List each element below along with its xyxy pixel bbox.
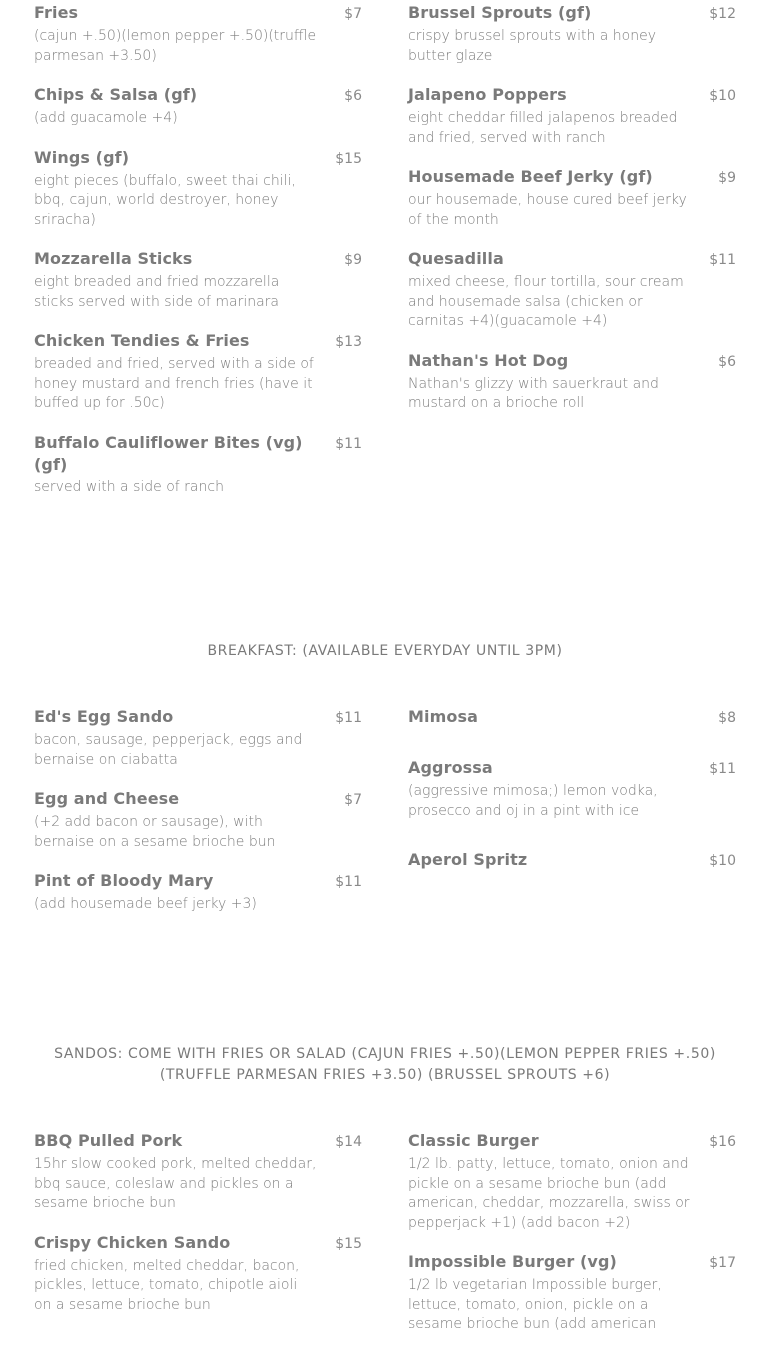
item-price: $14 bbox=[335, 1134, 362, 1150]
item-name: Pint of Bloody Mary bbox=[34, 871, 214, 890]
item-description: (add housemade beef jerky +3) bbox=[34, 896, 257, 912]
item-price: $15 bbox=[335, 150, 362, 167]
item-price: $16 bbox=[709, 1134, 736, 1150]
item-description: served with a side of ranch bbox=[34, 478, 224, 495]
item-price: $6 bbox=[344, 88, 362, 104]
sandos-section-title bbox=[34, 1044, 736, 1086]
item-price: $15 bbox=[335, 1235, 362, 1252]
sandos-title-line-2: (TRUFFLE PARMESAN FRIES +3.50) (BRUSSEL SPROUTS +6) bbox=[159, 1067, 611, 1083]
item-price: $9 bbox=[718, 170, 736, 186]
item-name: Jalapeno Poppers bbox=[408, 85, 567, 104]
menu-item bbox=[408, 2, 736, 66]
item-price: $11 bbox=[335, 874, 362, 890]
item-description: our housemade, house cured beef jerky of the month bbox=[408, 192, 687, 228]
menu-item bbox=[34, 870, 362, 915]
menu-item bbox=[34, 84, 362, 129]
item-description: (cajun +.50)(lemon pepper +.50)(truffle parmesan +3.50) bbox=[34, 28, 317, 64]
item-name: Fries bbox=[34, 3, 79, 22]
item-description: bacon, sausage, pepperjack, eggs and bernaise on ciabatta bbox=[34, 732, 303, 768]
menu-item bbox=[408, 166, 736, 230]
breakfast-right-column bbox=[408, 706, 736, 890]
item-description: eight breaded and fried mozzarella sticks served with side of marinara bbox=[34, 274, 280, 310]
item-price: $7 bbox=[344, 6, 362, 22]
item-name: Chicken Tendies & Fries bbox=[34, 331, 250, 350]
breakfast-section-title: BREAKFAST: (AVAILABLE EVERYDAY UNTIL 3PM) bbox=[207, 643, 563, 659]
item-name: Mimosa bbox=[408, 707, 478, 726]
item-description: eight cheddar filled jalapenos breaded and fried, served with ranch bbox=[408, 110, 678, 146]
item-name: Aperol Spritz bbox=[408, 850, 528, 869]
menu-item bbox=[408, 248, 736, 332]
menu-item bbox=[34, 788, 362, 852]
item-price: $10 bbox=[709, 853, 736, 869]
menu-item bbox=[408, 757, 736, 821]
menu-item bbox=[408, 1251, 736, 1335]
item-name: Nathan's Hot Dog bbox=[408, 350, 569, 370]
item-description: fried chicken, melted cheddar, bacon, pickles, lettuce, tomato, chipotle aioli on a sesame brioche bun bbox=[34, 1257, 300, 1313]
item-price: $11 bbox=[335, 710, 362, 726]
menu-item bbox=[34, 1130, 362, 1214]
item-description: Nathan's glizzy with sauerkraut and mustard on a brioche roll bbox=[408, 375, 659, 411]
item-price: $17 bbox=[709, 1255, 736, 1271]
menu-item bbox=[34, 706, 362, 770]
item-description: crispy brussel sprouts with a honey butter glaze bbox=[408, 28, 657, 64]
item-price: $9 bbox=[344, 252, 362, 268]
menu-item bbox=[34, 330, 362, 414]
item-price: $6 bbox=[718, 353, 736, 370]
menu-item bbox=[34, 1232, 362, 1316]
sandos-left-column bbox=[34, 1130, 362, 1333]
menu-item bbox=[34, 432, 362, 498]
item-name: Chips & Salsa (gf) bbox=[34, 85, 198, 104]
item-name: BBQ Pulled Pork bbox=[34, 1131, 183, 1150]
item-price: $11 bbox=[709, 252, 736, 268]
appetizers-left-column bbox=[34, 2, 362, 515]
menu-item bbox=[408, 849, 736, 872]
item-name: Buffalo Cauliflower Bites (vg)(gf) bbox=[34, 432, 303, 474]
breakfast-left-column bbox=[34, 706, 362, 933]
item-description: 15hr slow cooked pork, melted cheddar, bbq sauce, coleslaw and pickles on a sesame brioche bun bbox=[34, 1156, 317, 1211]
menu-item bbox=[408, 1130, 736, 1233]
menu-item bbox=[408, 84, 736, 148]
item-price: $7 bbox=[344, 792, 362, 808]
item-price: $10 bbox=[709, 88, 736, 104]
item-name: Wings (gf) bbox=[34, 147, 130, 167]
appetizers-right-column bbox=[408, 2, 736, 432]
item-description: (aggressive mimosa;) lemon vodka, prosecco and oj in a pint with ice bbox=[408, 783, 658, 819]
menu-item bbox=[408, 350, 736, 414]
item-price: $13 bbox=[335, 334, 362, 350]
item-name: Housemade Beef Jerky (gf) bbox=[408, 167, 653, 186]
item-description: 1/2 lb vegetarian Impossible burger, lettuce, tomato, onion, pickle on a sesame brioche bun (add american bbox=[408, 1277, 662, 1332]
item-description: breaded and fried, served with a side of honey mustard and french fries (have it buffed up for .50c) bbox=[34, 356, 314, 411]
item-price: $12 bbox=[709, 6, 736, 22]
item-name: Classic Burger bbox=[408, 1131, 539, 1150]
item-name: Quesadilla bbox=[408, 249, 504, 268]
sandos-right-column bbox=[408, 1130, 736, 1353]
item-name: Ed's Egg Sando bbox=[34, 707, 174, 726]
item-description: 1/2 lb. patty, lettuce, tomato, onion and pickle on a sesame brioche bun (add american, cheddar, mozzarella, swiss or pepperjack +1) (add bacon +2) bbox=[408, 1156, 690, 1231]
sandos-title-line-1: SANDOS: COME WITH FRIES OR SALAD (CAJUN FRIES +.50)(LEMON PEPPER FRIES +.50) bbox=[54, 1046, 716, 1062]
menu-item bbox=[34, 147, 362, 231]
item-description: (add guacamole +4) bbox=[34, 110, 178, 126]
menu-item bbox=[34, 2, 362, 66]
item-name: Aggrossa bbox=[408, 758, 493, 777]
item-price: $11 bbox=[335, 435, 362, 452]
item-name: Brussel Sprouts (gf) bbox=[408, 3, 592, 22]
item-price: $8 bbox=[718, 710, 736, 726]
item-description: mixed cheese, flour tortilla, sour cream and housemade salsa (chicken or carnitas +4)(guacamole +4) bbox=[408, 274, 684, 329]
item-name: Egg and Cheese bbox=[34, 789, 180, 808]
item-price: $11 bbox=[709, 761, 736, 777]
menu-item bbox=[408, 706, 736, 729]
item-name: Mozzarella Sticks bbox=[34, 249, 193, 268]
item-description: eight pieces (buffalo, sweet thai chili, bbq, cajun, world destroyer, honey sriracha) bbox=[34, 172, 296, 228]
item-name: Impossible Burger (vg) bbox=[408, 1252, 617, 1271]
item-name: Crispy Chicken Sando bbox=[34, 1232, 231, 1252]
menu-item bbox=[34, 248, 362, 312]
item-description: (+2 add bacon or sausage), with bernaise on a sesame brioche bun bbox=[34, 814, 276, 850]
